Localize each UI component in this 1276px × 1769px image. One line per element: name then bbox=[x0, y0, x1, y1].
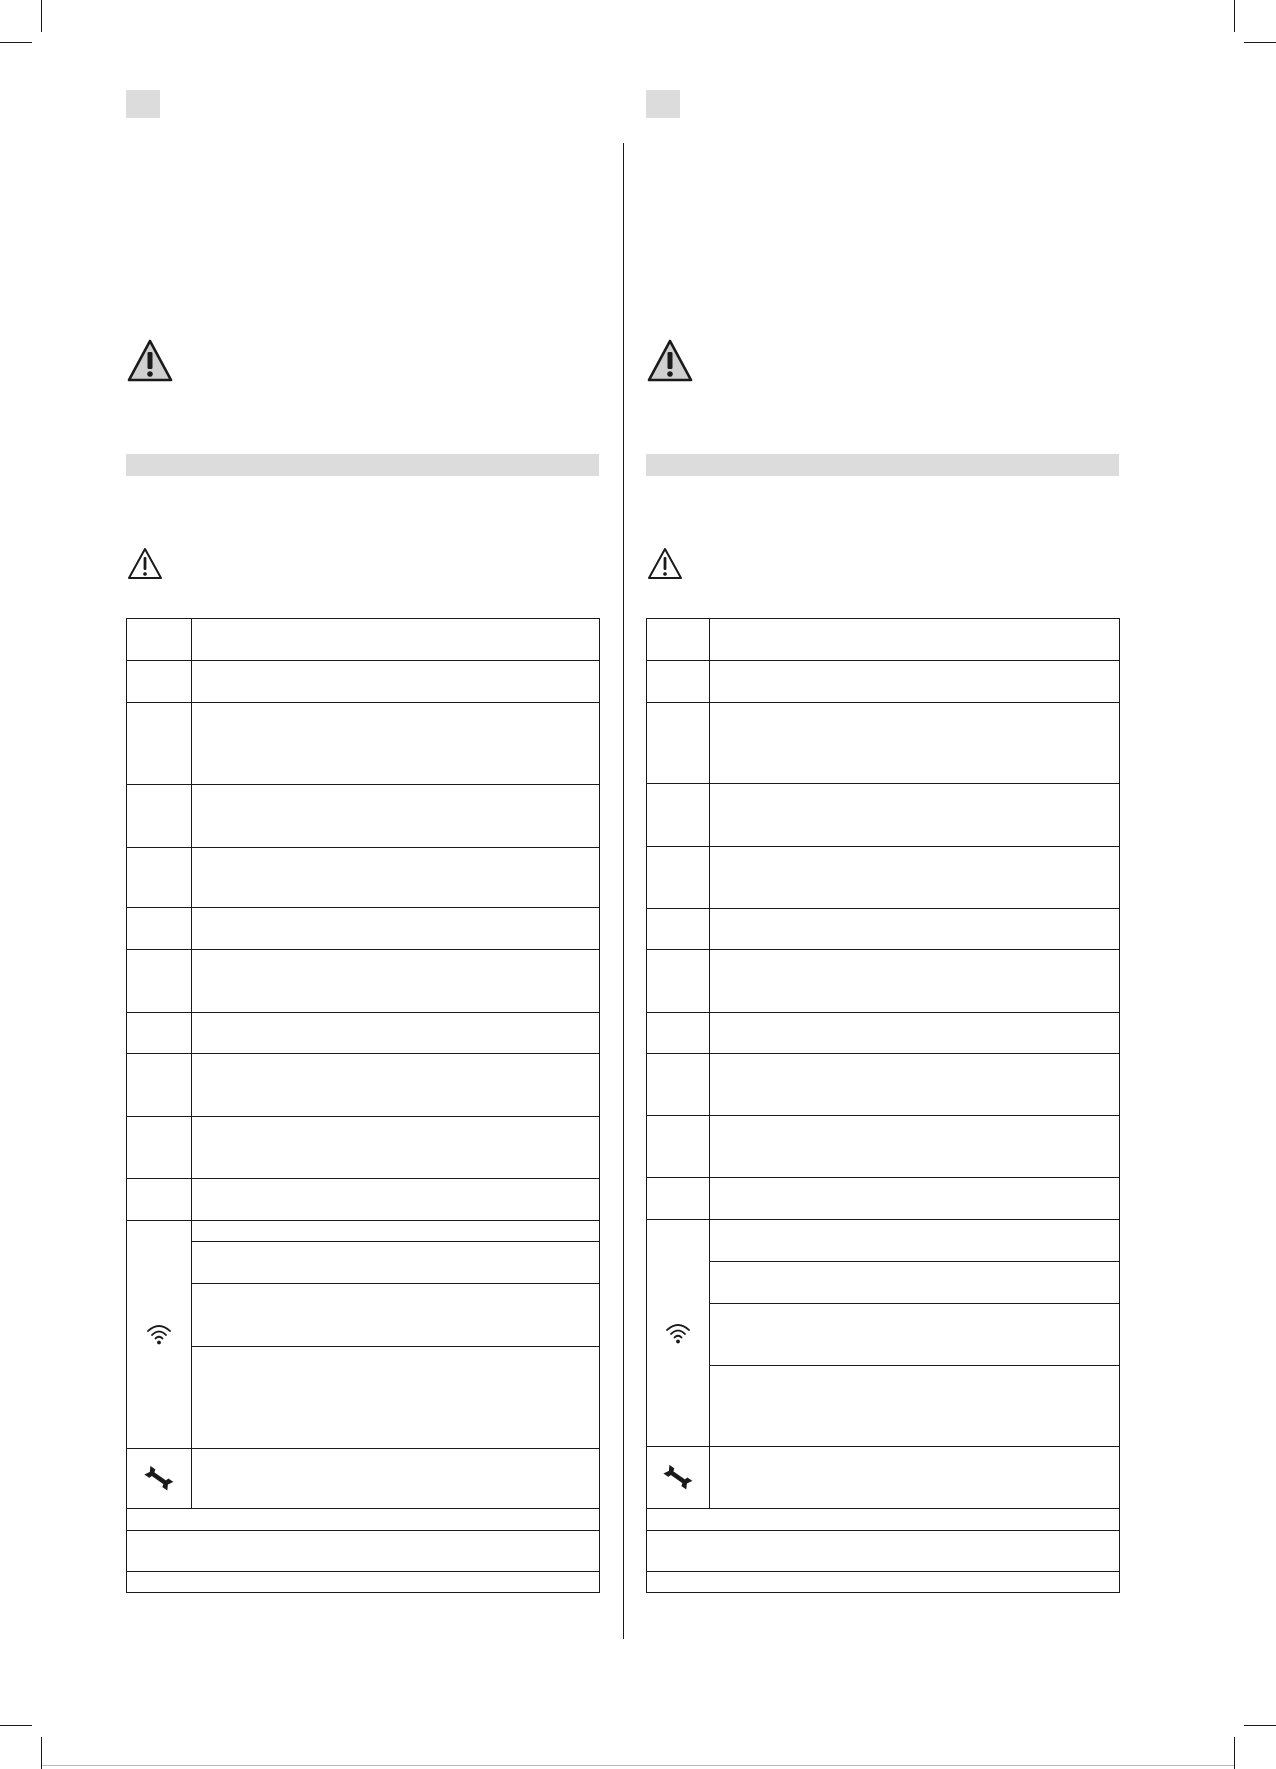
table-row bbox=[647, 1508, 1119, 1509]
table-row bbox=[127, 1178, 599, 1179]
table-row bbox=[127, 660, 599, 661]
wrench-icon bbox=[663, 1463, 693, 1491]
table-row bbox=[647, 908, 1119, 909]
parameter-table bbox=[646, 618, 1120, 1593]
table-row bbox=[127, 1571, 599, 1572]
table-row bbox=[647, 702, 1119, 703]
table-row bbox=[647, 1115, 1119, 1116]
crop-mark bbox=[1234, 0, 1235, 32]
table-row bbox=[647, 1012, 1119, 1013]
crop-mark bbox=[0, 1725, 32, 1726]
left-column-tab bbox=[126, 90, 160, 118]
wifi-icon bbox=[146, 1322, 172, 1346]
wrench-cell bbox=[127, 1448, 191, 1508]
warning-triangle-icon bbox=[646, 546, 684, 581]
right-column-tab bbox=[646, 90, 680, 118]
warning-triangle-icon bbox=[126, 338, 174, 384]
table-row bbox=[127, 1012, 599, 1013]
table-row bbox=[127, 847, 599, 848]
table-row bbox=[647, 1446, 1119, 1447]
crop-mark bbox=[0, 42, 32, 43]
table-column-separator bbox=[191, 619, 192, 1508]
wrench-cell bbox=[647, 1446, 709, 1508]
table-row bbox=[647, 1219, 1119, 1220]
crop-mark bbox=[1244, 1725, 1276, 1726]
section-header-bar bbox=[126, 454, 599, 476]
table-row bbox=[647, 1571, 1119, 1572]
crop-mark bbox=[1234, 1737, 1235, 1769]
wifi-icon bbox=[665, 1321, 691, 1345]
table-column-separator bbox=[709, 619, 710, 1508]
wifi-cell bbox=[647, 1219, 709, 1446]
section-header-bar bbox=[646, 454, 1119, 476]
table-row bbox=[647, 949, 1119, 950]
column-divider bbox=[623, 143, 624, 1639]
table-subrow bbox=[191, 1241, 599, 1242]
table-row bbox=[647, 783, 1119, 784]
table-row bbox=[127, 949, 599, 950]
table-row bbox=[647, 1530, 1119, 1531]
table-subrow bbox=[709, 1261, 1119, 1262]
table-row bbox=[127, 1220, 599, 1221]
table-row bbox=[127, 702, 599, 703]
table-subrow bbox=[191, 1283, 599, 1284]
table-row bbox=[647, 1177, 1119, 1178]
table-row bbox=[647, 846, 1119, 847]
wrench-icon bbox=[144, 1464, 174, 1492]
table-row bbox=[127, 1448, 599, 1449]
table-subrow bbox=[191, 1346, 599, 1347]
table-row bbox=[127, 784, 599, 785]
table-subrow bbox=[709, 1365, 1119, 1366]
table-row bbox=[127, 907, 599, 908]
table-row bbox=[647, 1053, 1119, 1054]
bottom-rule bbox=[42, 1765, 1234, 1766]
crop-mark bbox=[1244, 42, 1276, 43]
table-row bbox=[127, 1508, 599, 1509]
warning-triangle-icon bbox=[126, 546, 164, 581]
parameter-table bbox=[126, 618, 600, 1593]
table-row bbox=[127, 1053, 599, 1054]
table-row bbox=[127, 1116, 599, 1117]
table-subrow bbox=[709, 1303, 1119, 1304]
warning-triangle-icon bbox=[646, 338, 694, 384]
table-row bbox=[647, 660, 1119, 661]
table-row bbox=[127, 1530, 599, 1531]
wifi-cell bbox=[127, 1220, 191, 1448]
crop-mark bbox=[41, 0, 42, 32]
